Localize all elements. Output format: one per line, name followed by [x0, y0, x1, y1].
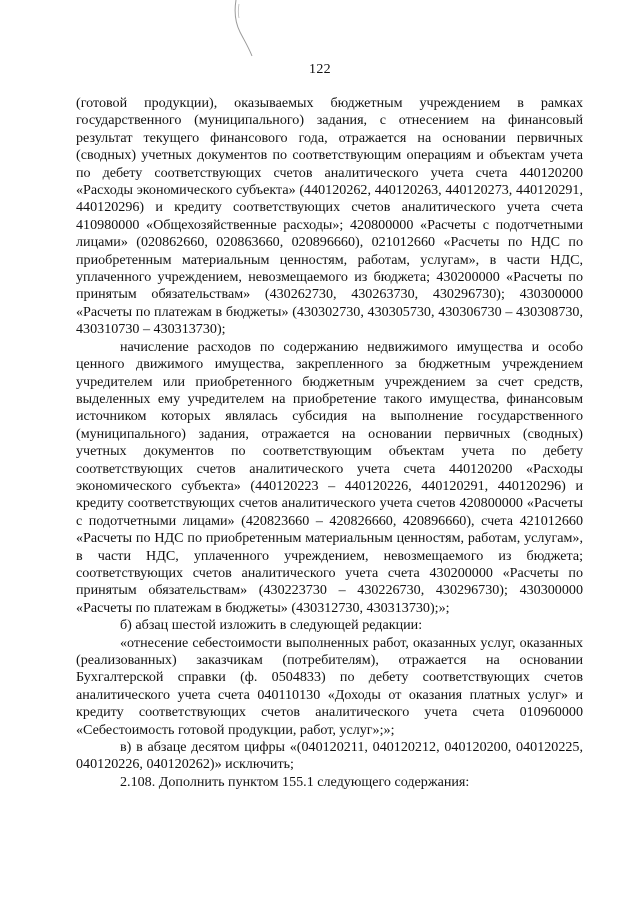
- page-number: 122: [309, 62, 331, 77]
- paragraph-amendment-b: б) абзац шестой изложить в следующей редакции:: [120, 617, 423, 634]
- paragraph-amendment-v: в) в абзаце десятом цифры «(040120211, 040120212, 040120200, 040120225, 040120226, 040120262)» исключить;: [76, 739, 583, 773]
- document-body: [76, 95, 583, 791]
- scan-artifact-mark: [226, 0, 256, 60]
- paragraph-cost-allocation: «отнесение себестоимости выполненных работ, оказанных услуг, оказанных (реализованных) заказчикам (потребителям), отражается на основании Бухгалтерской справки (ф. 0504833) по дебету соответствующих счетов аналитического учета счета 040110130 «Доходы от оказания платных услуг» и кредиту соответствующих счетов аналитического учета счета 010960000 «Себестоимость готовой продукции, работ, услуг»;»;: [76, 634, 583, 738]
- paragraph-depreciation-accrual: начисление расходов по содержанию недвижимого имущества и особо ценного движимого имущества, закрепленного за бюджетным учреждением учредителем или приобретенного бюджетным учреждением за счет средств, выделенных ему учредителем на приобретение такого имущества, финансовым источником которых являлась субсидия на выполнение государственного (муниципального) задания, отражается на основании первичных (сводных) учетных документов по соответствующим объектам учета по дебету соответствующих счетов аналитического учета счета 440120200 «Расходы экономического субъекта» (440120223 – 440120226, 440120291, 440120296) и кредиту соответствующих счетов аналитического учета счетов 420800000 «Расчеты с подотчетными лицами» (420823660 – 420826660, 420896660), счета 421012660 «Расчеты по НДС по приобретенным материальным ценностям, работам, услугам», в части НДС, уплаченного учреждением, невозмещаемого из бюджета; соответствующих счетов аналитического учета счета 430200000 «Расчеты по принятым обязательствам» (430223730 – 430226730, 430296730); 430300000 «Расчеты по платежам в бюджеты» (430312730, 430313730);»;: [76, 338, 583, 616]
- paragraph-item-2-108: 2.108. Дополнить пунктом 155.1 следующего содержания:: [120, 773, 470, 790]
- paragraph-continuation: (готовой продукции), оказываемых бюджетным учреждением в рамках государственного (муниципального) задания, с отнесением на финансовый результат текущего финансового года, отражается на основании первичных (сводных) учетных документов по соответствующим операциям и объектам учета по дебету соответствующих счетов аналитического учета счета 440120200 «Расходы экономического субъекта» (440120262, 440120263, 440120273, 440120291, 440120296) и кредиту соответствующих счетов аналитического учета счета 410980000 «Общехозяйственные расходы»; 420800000 «Расчеты с подотчетными лицами» (020862660, 020863660, 020896660), 021012660 «Расчеты по НДС по приобретенным материальным ценностям, работам, услугам», в части НДС, уплаченного учреждением, невозмещаемого из бюджета; 430200000 «Расчеты по принятым обязательствам» (430262730, 430263730, 430296730); 430300000 «Расчеты по платежам в бюджеты» (430302730, 430305730, 430306730 – 430308730, 430310730 – 430313730);: [76, 95, 583, 338]
